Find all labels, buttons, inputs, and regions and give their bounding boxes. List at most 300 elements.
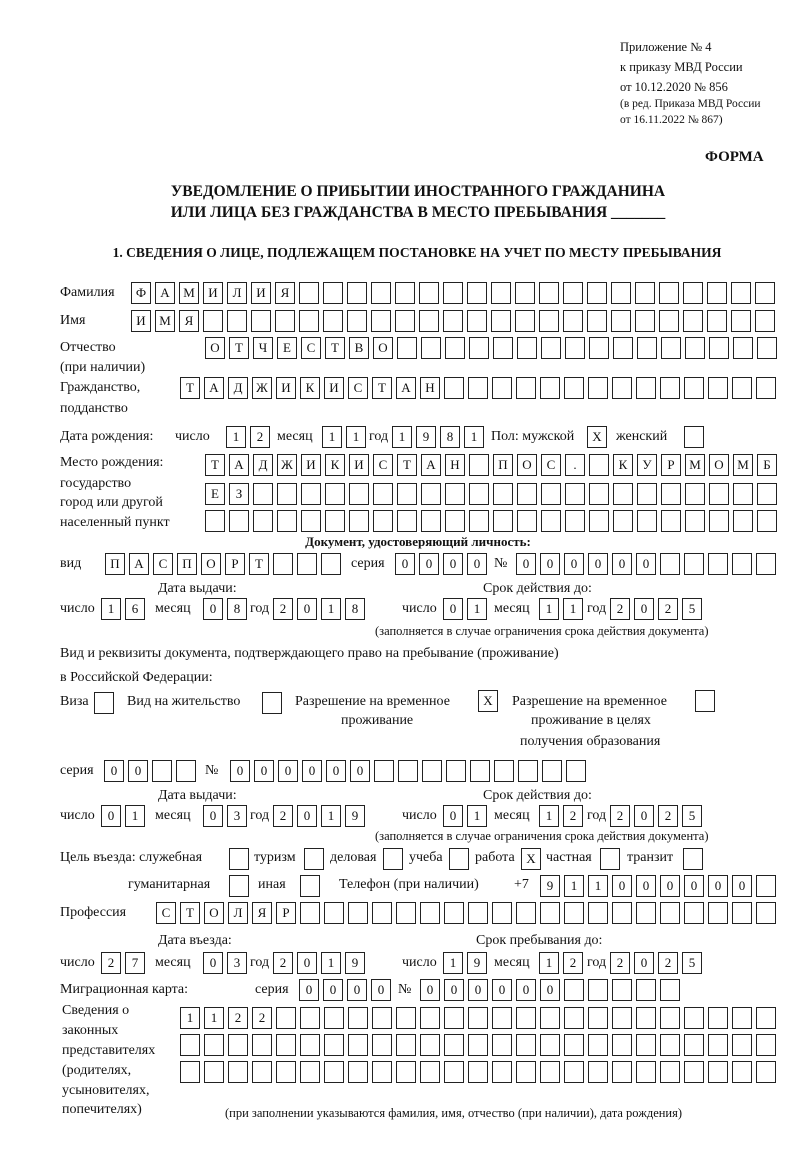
char-box[interactable]: Н: [420, 377, 440, 399]
char-box[interactable]: Ч: [253, 337, 273, 359]
char-box[interactable]: 0: [443, 553, 463, 575]
char-box[interactable]: [420, 1061, 440, 1083]
char-box[interactable]: [516, 1007, 536, 1029]
char-box[interactable]: [540, 1007, 560, 1029]
char-box[interactable]: [492, 902, 512, 924]
char-box[interactable]: [300, 902, 320, 924]
char-box[interactable]: 0: [540, 979, 560, 1001]
char-box[interactable]: [94, 692, 114, 714]
char-box[interactable]: Л: [228, 902, 248, 924]
char-box[interactable]: [420, 1034, 440, 1056]
purpose-service-checkbox[interactable]: [229, 848, 249, 870]
char-box[interactable]: [396, 1061, 416, 1083]
id-number-field[interactable]: [516, 553, 776, 575]
mc-number-field[interactable]: [420, 979, 680, 1001]
char-box[interactable]: [372, 902, 392, 924]
char-box[interactable]: [420, 902, 440, 924]
birth-year-field[interactable]: [392, 426, 484, 448]
char-box[interactable]: [612, 1007, 632, 1029]
char-box[interactable]: [564, 979, 584, 1001]
char-box[interactable]: 0: [516, 979, 536, 1001]
birthplace-row-2[interactable]: [205, 483, 777, 505]
citizenship-field[interactable]: [180, 377, 776, 399]
char-box[interactable]: 1: [226, 426, 246, 448]
char-box[interactable]: [469, 510, 489, 532]
char-box[interactable]: [613, 337, 633, 359]
char-box[interactable]: [684, 426, 704, 448]
char-box[interactable]: С: [541, 454, 561, 476]
char-box[interactable]: [539, 310, 559, 332]
char-box[interactable]: [493, 337, 513, 359]
purpose-other-checkbox[interactable]: [300, 875, 320, 897]
char-box[interactable]: [635, 310, 655, 332]
char-box[interactable]: [516, 377, 536, 399]
stay-series-field[interactable]: [104, 760, 196, 782]
char-box[interactable]: 9: [467, 952, 487, 974]
char-box[interactable]: 2: [101, 952, 121, 974]
char-box[interactable]: [469, 454, 489, 476]
char-box[interactable]: У: [637, 454, 657, 476]
char-box[interactable]: 5: [682, 598, 702, 620]
trpe-checkbox[interactable]: [695, 690, 715, 712]
char-box[interactable]: [588, 979, 608, 1001]
char-box[interactable]: Б: [757, 454, 777, 476]
char-box[interactable]: [636, 377, 656, 399]
char-box[interactable]: [563, 282, 583, 304]
char-box[interactable]: [203, 310, 223, 332]
char-box[interactable]: 0: [326, 760, 346, 782]
char-box[interactable]: [301, 483, 321, 505]
char-box[interactable]: [517, 510, 537, 532]
surname-field[interactable]: [131, 282, 775, 304]
char-box[interactable]: [659, 282, 679, 304]
char-box[interactable]: [637, 337, 657, 359]
char-box[interactable]: [588, 377, 608, 399]
char-box[interactable]: [323, 282, 343, 304]
char-box[interactable]: [757, 337, 777, 359]
char-box[interactable]: 0: [636, 875, 656, 897]
char-box[interactable]: [300, 1007, 320, 1029]
char-box[interactable]: [563, 310, 583, 332]
char-box[interactable]: С: [156, 902, 176, 924]
char-box[interactable]: [564, 1007, 584, 1029]
char-box[interactable]: [205, 510, 225, 532]
char-box[interactable]: [323, 310, 343, 332]
char-box[interactable]: [276, 1007, 296, 1029]
char-box[interactable]: [636, 979, 656, 1001]
char-box[interactable]: [755, 282, 775, 304]
char-box[interactable]: [443, 310, 463, 332]
char-box[interactable]: 0: [634, 952, 654, 974]
char-box[interactable]: [494, 760, 514, 782]
char-box[interactable]: [444, 1007, 464, 1029]
char-box[interactable]: 0: [444, 979, 464, 1001]
char-box[interactable]: [421, 483, 441, 505]
char-box[interactable]: [516, 1061, 536, 1083]
char-box[interactable]: [756, 1034, 776, 1056]
char-box[interactable]: [396, 1007, 416, 1029]
char-box[interactable]: [349, 510, 369, 532]
char-box[interactable]: [685, 510, 705, 532]
char-box[interactable]: [637, 483, 657, 505]
char-box[interactable]: [541, 337, 561, 359]
id-series-field[interactable]: [395, 553, 487, 575]
char-box[interactable]: [397, 510, 417, 532]
char-box[interactable]: [542, 760, 562, 782]
char-box[interactable]: [612, 377, 632, 399]
char-box[interactable]: 0: [104, 760, 124, 782]
char-box[interactable]: [395, 310, 415, 332]
birth-day-field[interactable]: [226, 426, 270, 448]
char-box[interactable]: [204, 1061, 224, 1083]
char-box[interactable]: [299, 310, 319, 332]
char-box[interactable]: [684, 1007, 704, 1029]
stay-number-field[interactable]: [230, 760, 586, 782]
char-box[interactable]: [588, 1034, 608, 1056]
char-box[interactable]: [299, 282, 319, 304]
char-box[interactable]: 0: [468, 979, 488, 1001]
entry-month[interactable]: [203, 952, 247, 974]
char-box[interactable]: [324, 1061, 344, 1083]
char-box[interactable]: [516, 902, 536, 924]
char-box[interactable]: 0: [636, 553, 656, 575]
char-box[interactable]: 0: [347, 979, 367, 1001]
char-box[interactable]: [756, 875, 776, 897]
char-box[interactable]: 0: [588, 553, 608, 575]
char-box[interactable]: [276, 1034, 296, 1056]
char-box[interactable]: [347, 310, 367, 332]
char-box[interactable]: [565, 337, 585, 359]
visa-checkbox[interactable]: [94, 692, 114, 714]
char-box[interactable]: [444, 902, 464, 924]
char-box[interactable]: [565, 483, 585, 505]
char-box[interactable]: [371, 310, 391, 332]
char-box[interactable]: О: [204, 902, 224, 924]
char-box[interactable]: [708, 902, 728, 924]
char-box[interactable]: [449, 848, 469, 870]
reps-row-3[interactable]: [180, 1061, 776, 1083]
char-box[interactable]: [684, 902, 704, 924]
purpose-work-checkbox[interactable]: [521, 848, 541, 870]
char-box[interactable]: [180, 1061, 200, 1083]
stay-issue-day[interactable]: [101, 805, 145, 827]
char-box[interactable]: 1: [346, 426, 366, 448]
char-box[interactable]: Т: [205, 454, 225, 476]
char-box[interactable]: А: [204, 377, 224, 399]
mc-series-field[interactable]: [299, 979, 391, 1001]
char-box[interactable]: Е: [205, 483, 225, 505]
char-box[interactable]: [685, 337, 705, 359]
char-box[interactable]: [227, 310, 247, 332]
char-box[interactable]: И: [324, 377, 344, 399]
char-box[interactable]: 0: [101, 805, 121, 827]
char-box[interactable]: 1: [467, 805, 487, 827]
char-box[interactable]: [276, 1061, 296, 1083]
char-box[interactable]: X: [521, 848, 541, 870]
char-box[interactable]: Ф: [131, 282, 151, 304]
char-box[interactable]: [683, 310, 703, 332]
char-box[interactable]: 3: [227, 952, 247, 974]
char-box[interactable]: [659, 310, 679, 332]
char-box[interactable]: [444, 1061, 464, 1083]
char-box[interactable]: [229, 848, 249, 870]
char-box[interactable]: [397, 337, 417, 359]
char-box[interactable]: [467, 282, 487, 304]
birthplace-row-1[interactable]: [205, 454, 777, 476]
char-box[interactable]: [709, 337, 729, 359]
char-box[interactable]: [709, 483, 729, 505]
char-box[interactable]: [587, 310, 607, 332]
char-box[interactable]: [660, 902, 680, 924]
char-box[interactable]: [419, 282, 439, 304]
char-box[interactable]: [493, 510, 513, 532]
char-box[interactable]: 1: [588, 875, 608, 897]
char-box[interactable]: 5: [682, 952, 702, 974]
char-box[interactable]: [611, 310, 631, 332]
char-box[interactable]: [685, 483, 705, 505]
char-box[interactable]: 0: [492, 979, 512, 1001]
char-box[interactable]: 1: [539, 805, 559, 827]
char-box[interactable]: 8: [345, 598, 365, 620]
char-box[interactable]: 0: [254, 760, 274, 782]
purpose-humanitarian-checkbox[interactable]: [229, 875, 249, 897]
char-box[interactable]: [300, 1061, 320, 1083]
char-box[interactable]: 1: [467, 598, 487, 620]
char-box[interactable]: К: [325, 454, 345, 476]
char-box[interactable]: 1: [321, 952, 341, 974]
char-box[interactable]: 1: [564, 875, 584, 897]
char-box[interactable]: 2: [610, 952, 630, 974]
char-box[interactable]: [707, 282, 727, 304]
char-box[interactable]: [468, 902, 488, 924]
char-box[interactable]: [733, 510, 753, 532]
char-box[interactable]: [612, 902, 632, 924]
char-box[interactable]: [228, 1061, 248, 1083]
char-box[interactable]: 0: [203, 805, 223, 827]
char-box[interactable]: [373, 510, 393, 532]
char-box[interactable]: [445, 483, 465, 505]
char-box[interactable]: [600, 848, 620, 870]
char-box[interactable]: П: [105, 553, 125, 575]
char-box[interactable]: Т: [372, 377, 392, 399]
char-box[interactable]: [300, 1034, 320, 1056]
char-box[interactable]: Т: [180, 377, 200, 399]
char-box[interactable]: О: [517, 454, 537, 476]
sex-male-checkbox[interactable]: [587, 426, 607, 448]
char-box[interactable]: [756, 902, 776, 924]
char-box[interactable]: [492, 1061, 512, 1083]
char-box[interactable]: [541, 510, 561, 532]
char-box[interactable]: 7: [125, 952, 145, 974]
char-box[interactable]: 2: [273, 952, 293, 974]
char-box[interactable]: [684, 377, 704, 399]
char-box[interactable]: [757, 510, 777, 532]
char-box[interactable]: [517, 483, 537, 505]
char-box[interactable]: [251, 310, 271, 332]
char-box[interactable]: [683, 848, 703, 870]
char-box[interactable]: [492, 377, 512, 399]
char-box[interactable]: 0: [297, 952, 317, 974]
char-box[interactable]: 6: [125, 598, 145, 620]
char-box[interactable]: К: [300, 377, 320, 399]
char-box[interactable]: [518, 760, 538, 782]
birthplace-row-3[interactable]: [205, 510, 777, 532]
char-box[interactable]: [731, 310, 751, 332]
reps-row-1[interactable]: [180, 1007, 776, 1029]
char-box[interactable]: [348, 1061, 368, 1083]
char-box[interactable]: [540, 377, 560, 399]
char-box[interactable]: И: [203, 282, 223, 304]
char-box[interactable]: [321, 553, 341, 575]
char-box[interactable]: [564, 902, 584, 924]
char-box[interactable]: 9: [416, 426, 436, 448]
char-box[interactable]: [660, 1034, 680, 1056]
char-box[interactable]: [348, 902, 368, 924]
char-box[interactable]: [444, 1034, 464, 1056]
char-box[interactable]: [564, 1061, 584, 1083]
char-box[interactable]: [660, 553, 680, 575]
char-box[interactable]: О: [205, 337, 225, 359]
char-box[interactable]: X: [478, 690, 498, 712]
char-box[interactable]: [445, 510, 465, 532]
char-box[interactable]: 0: [467, 553, 487, 575]
char-box[interactable]: И: [131, 310, 151, 332]
char-box[interactable]: 2: [658, 805, 678, 827]
char-box[interactable]: [443, 282, 463, 304]
profession-field[interactable]: [156, 902, 776, 924]
char-box[interactable]: 2: [610, 598, 630, 620]
char-box[interactable]: [611, 282, 631, 304]
char-box[interactable]: [683, 282, 703, 304]
char-box[interactable]: 1: [322, 426, 342, 448]
char-box[interactable]: [755, 310, 775, 332]
char-box[interactable]: О: [201, 553, 221, 575]
char-box[interactable]: В: [349, 337, 369, 359]
char-box[interactable]: [493, 483, 513, 505]
char-box[interactable]: [732, 553, 752, 575]
char-box[interactable]: [660, 979, 680, 1001]
char-box[interactable]: 5: [682, 805, 702, 827]
char-box[interactable]: [588, 902, 608, 924]
char-box[interactable]: [637, 510, 657, 532]
char-box[interactable]: [613, 483, 633, 505]
char-box[interactable]: [372, 1034, 392, 1056]
id-issue-year[interactable]: [273, 598, 365, 620]
char-box[interactable]: [564, 377, 584, 399]
char-box[interactable]: 0: [660, 875, 680, 897]
char-box[interactable]: [732, 902, 752, 924]
char-box[interactable]: [468, 377, 488, 399]
char-box[interactable]: [469, 337, 489, 359]
char-box[interactable]: [325, 483, 345, 505]
char-box[interactable]: [492, 1007, 512, 1029]
stay-valid-month[interactable]: [539, 805, 583, 827]
stay-until-day[interactable]: [443, 952, 487, 974]
id-valid-year[interactable]: [610, 598, 702, 620]
char-box[interactable]: 2: [658, 598, 678, 620]
char-box[interactable]: [612, 979, 632, 1001]
char-box[interactable]: [325, 510, 345, 532]
char-box[interactable]: [468, 1061, 488, 1083]
char-box[interactable]: [709, 510, 729, 532]
char-box[interactable]: [253, 483, 273, 505]
char-box[interactable]: 0: [278, 760, 298, 782]
purpose-study-checkbox[interactable]: [449, 848, 469, 870]
char-box[interactable]: Я: [252, 902, 272, 924]
char-box[interactable]: [684, 1034, 704, 1056]
char-box[interactable]: [252, 1034, 272, 1056]
birth-month-field[interactable]: [322, 426, 366, 448]
char-box[interactable]: [275, 310, 295, 332]
char-box[interactable]: 2: [273, 805, 293, 827]
char-box[interactable]: [684, 1061, 704, 1083]
stay-until-month[interactable]: [539, 952, 583, 974]
char-box[interactable]: Р: [225, 553, 245, 575]
char-box[interactable]: А: [129, 553, 149, 575]
char-box[interactable]: 2: [228, 1007, 248, 1029]
char-box[interactable]: Т: [249, 553, 269, 575]
purpose-tourism-checkbox[interactable]: [304, 848, 324, 870]
char-box[interactable]: Т: [325, 337, 345, 359]
char-box[interactable]: 0: [420, 979, 440, 1001]
char-box[interactable]: [419, 310, 439, 332]
char-box[interactable]: [636, 902, 656, 924]
char-box[interactable]: С: [373, 454, 393, 476]
char-box[interactable]: [732, 1007, 752, 1029]
char-box[interactable]: [660, 1061, 680, 1083]
char-box[interactable]: [589, 483, 609, 505]
char-box[interactable]: [398, 760, 418, 782]
char-box[interactable]: Ж: [252, 377, 272, 399]
char-box[interactable]: 0: [443, 598, 463, 620]
char-box[interactable]: [539, 282, 559, 304]
char-box[interactable]: [468, 1034, 488, 1056]
char-box[interactable]: 1: [539, 952, 559, 974]
char-box[interactable]: 0: [634, 598, 654, 620]
char-box[interactable]: [733, 337, 753, 359]
char-box[interactable]: 9: [345, 805, 365, 827]
char-box[interactable]: П: [493, 454, 513, 476]
char-box[interactable]: 0: [443, 805, 463, 827]
char-box[interactable]: [469, 483, 489, 505]
char-box[interactable]: 0: [395, 553, 415, 575]
char-box[interactable]: [708, 1007, 728, 1029]
char-box[interactable]: 0: [203, 952, 223, 974]
char-box[interactable]: [396, 902, 416, 924]
char-box[interactable]: С: [348, 377, 368, 399]
stay-issue-month[interactable]: [203, 805, 247, 827]
char-box[interactable]: [468, 1007, 488, 1029]
char-box[interactable]: [420, 1007, 440, 1029]
char-box[interactable]: [589, 337, 609, 359]
char-box[interactable]: X: [587, 426, 607, 448]
char-box[interactable]: [695, 690, 715, 712]
char-box[interactable]: [371, 282, 391, 304]
id-issue-day[interactable]: [101, 598, 145, 620]
char-box[interactable]: [273, 553, 293, 575]
char-box[interactable]: [564, 1034, 584, 1056]
stay-until-year[interactable]: [610, 952, 702, 974]
purpose-private-checkbox[interactable]: [600, 848, 620, 870]
id-valid-day[interactable]: [443, 598, 487, 620]
char-box[interactable]: [732, 1034, 752, 1056]
char-box[interactable]: А: [229, 454, 249, 476]
char-box[interactable]: [515, 310, 535, 332]
char-box[interactable]: [348, 1034, 368, 1056]
char-box[interactable]: 2: [563, 805, 583, 827]
char-box[interactable]: 0: [634, 805, 654, 827]
char-box[interactable]: П: [177, 553, 197, 575]
